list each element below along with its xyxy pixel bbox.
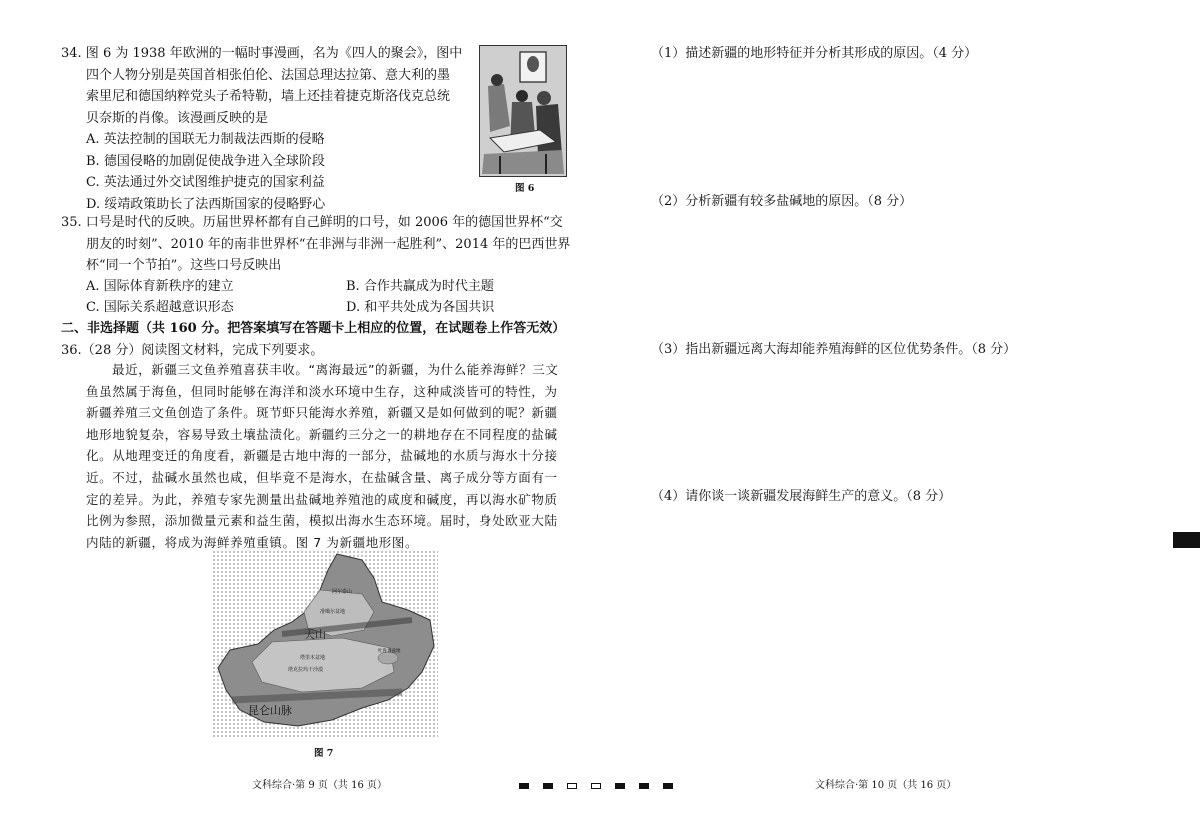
- map-label-tianshan: 天山: [304, 628, 326, 641]
- q34-option-c: C. 英法通过外交试图维护捷克的国家利益: [86, 175, 325, 190]
- registration-mark: [615, 783, 625, 789]
- registration-mark: [567, 783, 577, 789]
- passage-line: 地形地貌复杂，容易导致土壤盐渍化。新疆约三分之一的耕地存在不同程度的盐碱: [86, 426, 558, 442]
- question-36-intro: 36.（28 分）阅读图文材料，完成下列要求。: [61, 343, 324, 358]
- passage-line: 鱼虽然属于海鱼，但同时能够在海洋和淡水环境中生存，这种咸淡皆可的特性，为: [86, 383, 558, 399]
- reading-passage: [86, 359, 558, 553]
- q34-stem-line: 34. 图 6 为 1938 年欧洲的一幅时事漫画，名为《四人的聚会》，图中: [61, 46, 463, 61]
- q35-stem-line: 35. 口号是时代的反映。历届世界杯都有自己鲜明的口号，如 2006 年的德国世界杯“交: [61, 215, 563, 230]
- q34-option-d: D. 绥靖政策助长了法西斯国家的侵略野心: [86, 196, 326, 212]
- edge-tab-marker: [1173, 532, 1200, 548]
- question-36-4: （4）请你谈一谈新疆发展海鲜生产的意义。（8 分）: [651, 489, 952, 504]
- q34-option-b: B. 德国侵略的加剧促使战争进入全球阶段: [86, 153, 325, 169]
- passage-line: 定的差异。为此，养殖专家先测量出盐碱地养殖池的咸度和碱度，再以海水矿物质: [86, 491, 558, 507]
- q35-option-c: C. 国际关系超越意识形态: [86, 300, 234, 315]
- section-heading: 二、非选择题（共 160 分。把答案填写在答题卡上相应的位置，在试题卷上作答无效）: [61, 321, 566, 336]
- q35-stem-line: 杯“同一个节拍”。这些口号反映出: [86, 258, 282, 273]
- q34-stem-line: 四个人物分别是英国首相张伯伦、法国总理达拉第、意大利的墨: [86, 67, 451, 83]
- footer-page-9: 文科综合·第 9 页（共 16 页）: [252, 780, 387, 791]
- q34-option-a: A. 英法控制的国联无力制裁法西斯的侵略: [86, 132, 325, 147]
- question-36-3: （3）指出新疆远离大海却能养殖海鲜的区位优势条件。（8 分）: [651, 342, 1017, 357]
- registration-marks: [519, 775, 687, 794]
- footer-page-10: 文科综合·第 10 页（共 16 页）: [815, 780, 957, 791]
- map-label-tarim: 塔里木盆地: [300, 655, 326, 661]
- figure-7-caption: 图 7: [314, 748, 334, 759]
- passage-line: 化。从地理变迁的角度看，新疆是古地中海的一部分，盐碱地的水质与海水十分接: [86, 448, 558, 464]
- q35-option-b: B. 合作共赢成为时代主题: [346, 279, 494, 294]
- q35-stem-line: 朋友的时刻”、2010 年的南非世界杯“在非洲与非洲一起胜利”、2014 年的巴西世界: [86, 236, 571, 252]
- figure-7-map: [212, 550, 438, 738]
- map-label-turpan: 吐鲁番盆地: [378, 649, 401, 654]
- registration-mark: [591, 783, 601, 789]
- question-34: [61, 43, 462, 215]
- map-label-junggar: 准噶尔盆地: [320, 609, 346, 615]
- passage-line: 比例为参照，添加微量元素和益生菌，模拟出海水生态环境。届时，身处欧亚大陆: [86, 513, 558, 529]
- passage-line: 近。不过，盐碱水虽然也咸，但毕竟不是海水，在盐碱含量、离子成分等方面有一: [86, 469, 558, 485]
- question-36-1: （1）描述新疆的地形特征并分析其形成的原因。（4 分）: [651, 46, 978, 61]
- registration-mark: [663, 783, 673, 789]
- q34-stem-line: 贝奈斯的肖像。该漫画反映的是: [86, 110, 269, 126]
- passage-line: 新疆养殖三文鱼创造了条件。斑节虾只能海水养殖，新疆又是如何做到的呢？新疆: [86, 405, 558, 421]
- figure-6-caption: 图 6: [515, 183, 535, 194]
- registration-mark: [639, 783, 649, 789]
- map-label-kunlun: 昆仑山脉: [248, 704, 292, 717]
- passage-line: 内陆的新疆，将成为海鲜养殖重镇。图 7 为新疆地形图。: [86, 534, 419, 550]
- question-35: [61, 212, 570, 277]
- q35-option-d: D. 和平共处成为各国共识: [346, 300, 495, 315]
- registration-mark: [519, 783, 529, 789]
- q34-stem-line: 索里尼和德国纳粹党头子希特勒，墙上还挂着捷克斯洛伐克总统: [86, 89, 451, 104]
- map-label-altai: 阿尔泰山: [332, 589, 353, 595]
- figure-6-cartoon: [479, 45, 567, 177]
- registration-mark: [543, 783, 553, 789]
- passage-line: 最近，新疆三文鱼养殖喜获丰收。“离海最远”的新疆，为什么能养海鲜？三文: [112, 362, 559, 377]
- q35-option-a: A. 国际体育新秩序的建立: [86, 279, 234, 294]
- map-label-taklamakan: 塔克拉玛干沙漠: [288, 667, 324, 673]
- question-36-2: （2）分析新疆有较多盐碱地的原因。（8 分）: [651, 194, 913, 209]
